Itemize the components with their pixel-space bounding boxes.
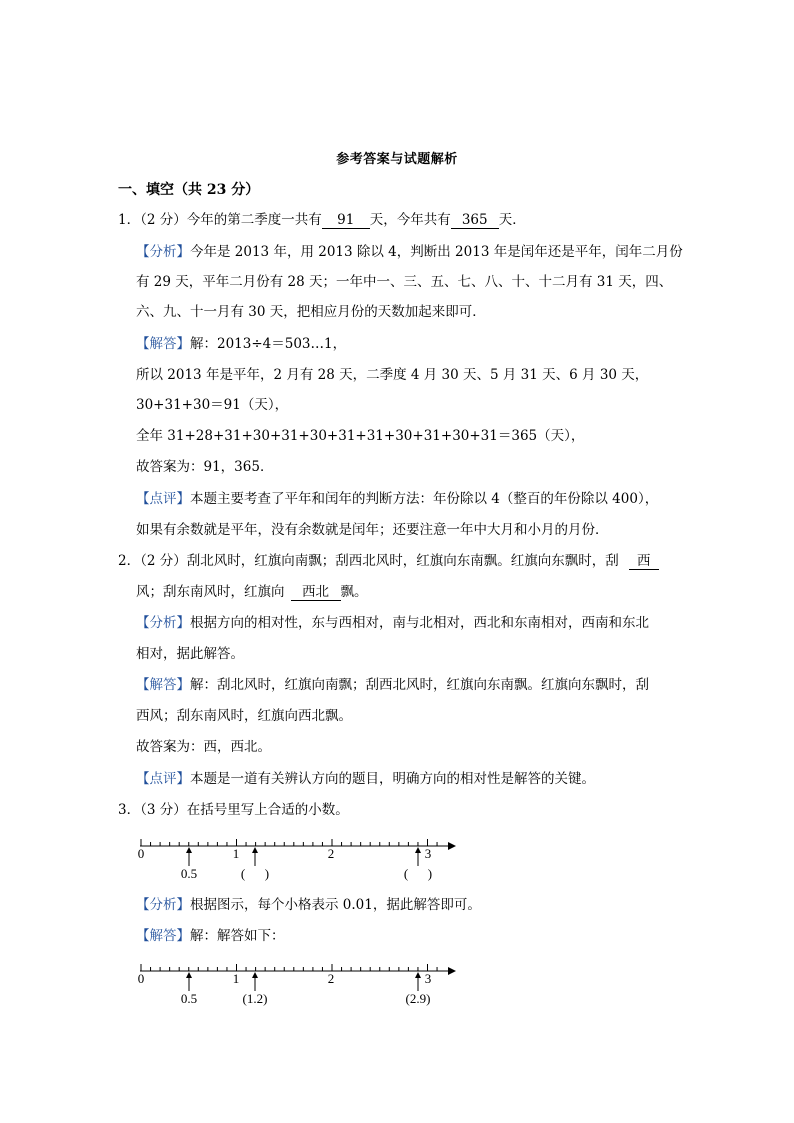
- q1-analysis-text-1: 今年是 2013 年，用 2013 除以 4，判断出 2013 年是闰年还是平年，闰年二月份: [190, 244, 683, 260]
- number-line-label-1: 1: [232, 971, 240, 986]
- q2-blank-2: 西北: [291, 585, 341, 601]
- number-line-label-2: 2: [327, 971, 335, 986]
- q1-answer-text-1: 解：2013÷4＝503…1，: [190, 336, 347, 352]
- number-line-svg: [130, 957, 460, 1007]
- q1-blank-1: 91: [322, 213, 370, 229]
- q3-answer-line-1: [136, 927, 285, 945]
- q2-blank-1: 西: [629, 554, 659, 570]
- q1-text-a: 1．（2 分）今年的第二季度一共有: [118, 212, 322, 228]
- q1-comment-text-1: 本题主要考查了平年和闰年的判断方法：年份除以 4（整百的年份除以 400），: [190, 491, 659, 507]
- arrow-2.9: [415, 847, 421, 866]
- analysis-tag: 【分析】: [136, 615, 190, 631]
- q1-comment-line-2: 如果有余数就是平年，没有余数就是闰年；还要注意一年中大月和小月的月份．: [136, 522, 609, 538]
- q2-comment-text-1: 本题是一道有关辨认方向的题目，明确方向的相对性是解答的关键。: [190, 771, 595, 787]
- q1-answer-line-5: 故答案为：91，365．: [136, 459, 274, 475]
- comment-tag: 【点评】: [136, 771, 190, 787]
- arrow-label-0: 0.5: [180, 866, 198, 881]
- q2-answer-text-1: 解：刮北风时，红旗向南飘；刮西北风时，红旗向东南飘。红旗向东飘时，刮: [190, 677, 649, 693]
- arrow-0.5: [186, 847, 192, 866]
- q2-answer-line-3: 故答案为：西，西北。: [136, 739, 271, 755]
- q2-stem-line-1: [118, 552, 659, 570]
- answer-tag: 【解答】: [136, 928, 190, 944]
- q2-analysis-line-2: 相对，据此解答。: [136, 646, 244, 662]
- q3-analysis-line-1: [136, 896, 481, 914]
- number-line-label-1: 1: [232, 846, 240, 861]
- number-line-svg: [130, 832, 460, 882]
- number-line-label-0: 0: [137, 971, 145, 986]
- q2-comment-line-1: [136, 770, 595, 788]
- q1-analysis-line-3: 六、九、十一月有 30 天，把相应月份的天数加起来即可．: [136, 304, 486, 320]
- q1-answer-line-3: 30+31+30＝91（天），: [136, 397, 289, 413]
- answer-tag: 【解答】: [136, 336, 190, 352]
- q2-stem-line-2: [136, 583, 368, 601]
- q2-analysis-text-1: 根据方向的相对性，东与西相对，南与北相对，西北和东南相对，西南和东北: [190, 615, 649, 631]
- arrow-label-0: 0.5: [180, 991, 198, 1006]
- q2-text-c: 飘。: [340, 584, 368, 600]
- q1-text-c: 天．: [498, 212, 526, 228]
- arrow-label-2: ( ): [403, 866, 433, 881]
- number-line-label-2: 2: [327, 846, 335, 861]
- q1-stem: [118, 211, 526, 229]
- q1-answer-line-1: [136, 335, 346, 353]
- section-heading: 一、填空（共 23 分）: [118, 182, 260, 198]
- number-line-label-3: 3: [424, 971, 432, 986]
- q1-answer-line-2: 所以 2013 年是平年，2 月有 28 天，二季度 4 月 30 天、5 月 31 天、6 月 30 天，: [136, 367, 649, 383]
- q2-analysis-line-1: [136, 614, 649, 632]
- q3-stem: 3．（3 分）在括号里写上合适的小数。: [118, 802, 349, 818]
- arrow-label-1: ( ): [240, 866, 270, 881]
- q1-comment-line-1: [136, 490, 658, 508]
- number-line-label-3: 3: [424, 846, 432, 861]
- arrow-label-1: (1.2): [242, 991, 268, 1006]
- q1-blank-2: 365: [451, 213, 499, 229]
- q2-answer-line-2: 西风；刮东南风时，红旗向西北飘。: [136, 708, 352, 724]
- number-line-answer: [130, 957, 460, 1007]
- analysis-tag: 【分析】: [136, 897, 190, 913]
- q3-analysis-text-1: 根据图示，每个小格表示 0.01，据此解答即可。: [190, 897, 481, 913]
- arrow-1.2: [252, 847, 258, 866]
- number-line-question: [130, 832, 460, 882]
- q1-analysis-line-1: [136, 243, 683, 261]
- analysis-tag: 【分析】: [136, 244, 190, 260]
- arrow-1.2: [252, 972, 258, 991]
- arrow-label-2: (2.9): [405, 991, 431, 1006]
- answer-tag: 【解答】: [136, 677, 190, 693]
- arrow-2.9: [415, 972, 421, 991]
- q1-text-b: 天，今年共有: [369, 212, 451, 228]
- arrow-0.5: [186, 972, 192, 991]
- comment-tag: 【点评】: [136, 491, 190, 507]
- q2-text-b: 风；刮东南风时，红旗向: [136, 584, 285, 600]
- number-line-label-0: 0: [137, 846, 145, 861]
- page-title: 参考答案与试题解析: [336, 152, 458, 167]
- q2-answer-line-1: [136, 676, 649, 694]
- q2-text-a: 2．（2 分）刮北风时，红旗向南飘；刮西北风时，红旗向东南飘。红旗向东飘时，刮: [118, 553, 619, 569]
- q1-analysis-line-2: 有 29 天，平年二月份有 28 天；一年中一、三、五、七、八、十、十二月有 31 天，四、: [136, 274, 673, 290]
- q3-answer-text-1: 解：解答如下：: [190, 928, 285, 944]
- q1-answer-line-4: 全年 31+28+31+30+31+30+31+31+30+31+30+31＝365（天），: [136, 428, 585, 444]
